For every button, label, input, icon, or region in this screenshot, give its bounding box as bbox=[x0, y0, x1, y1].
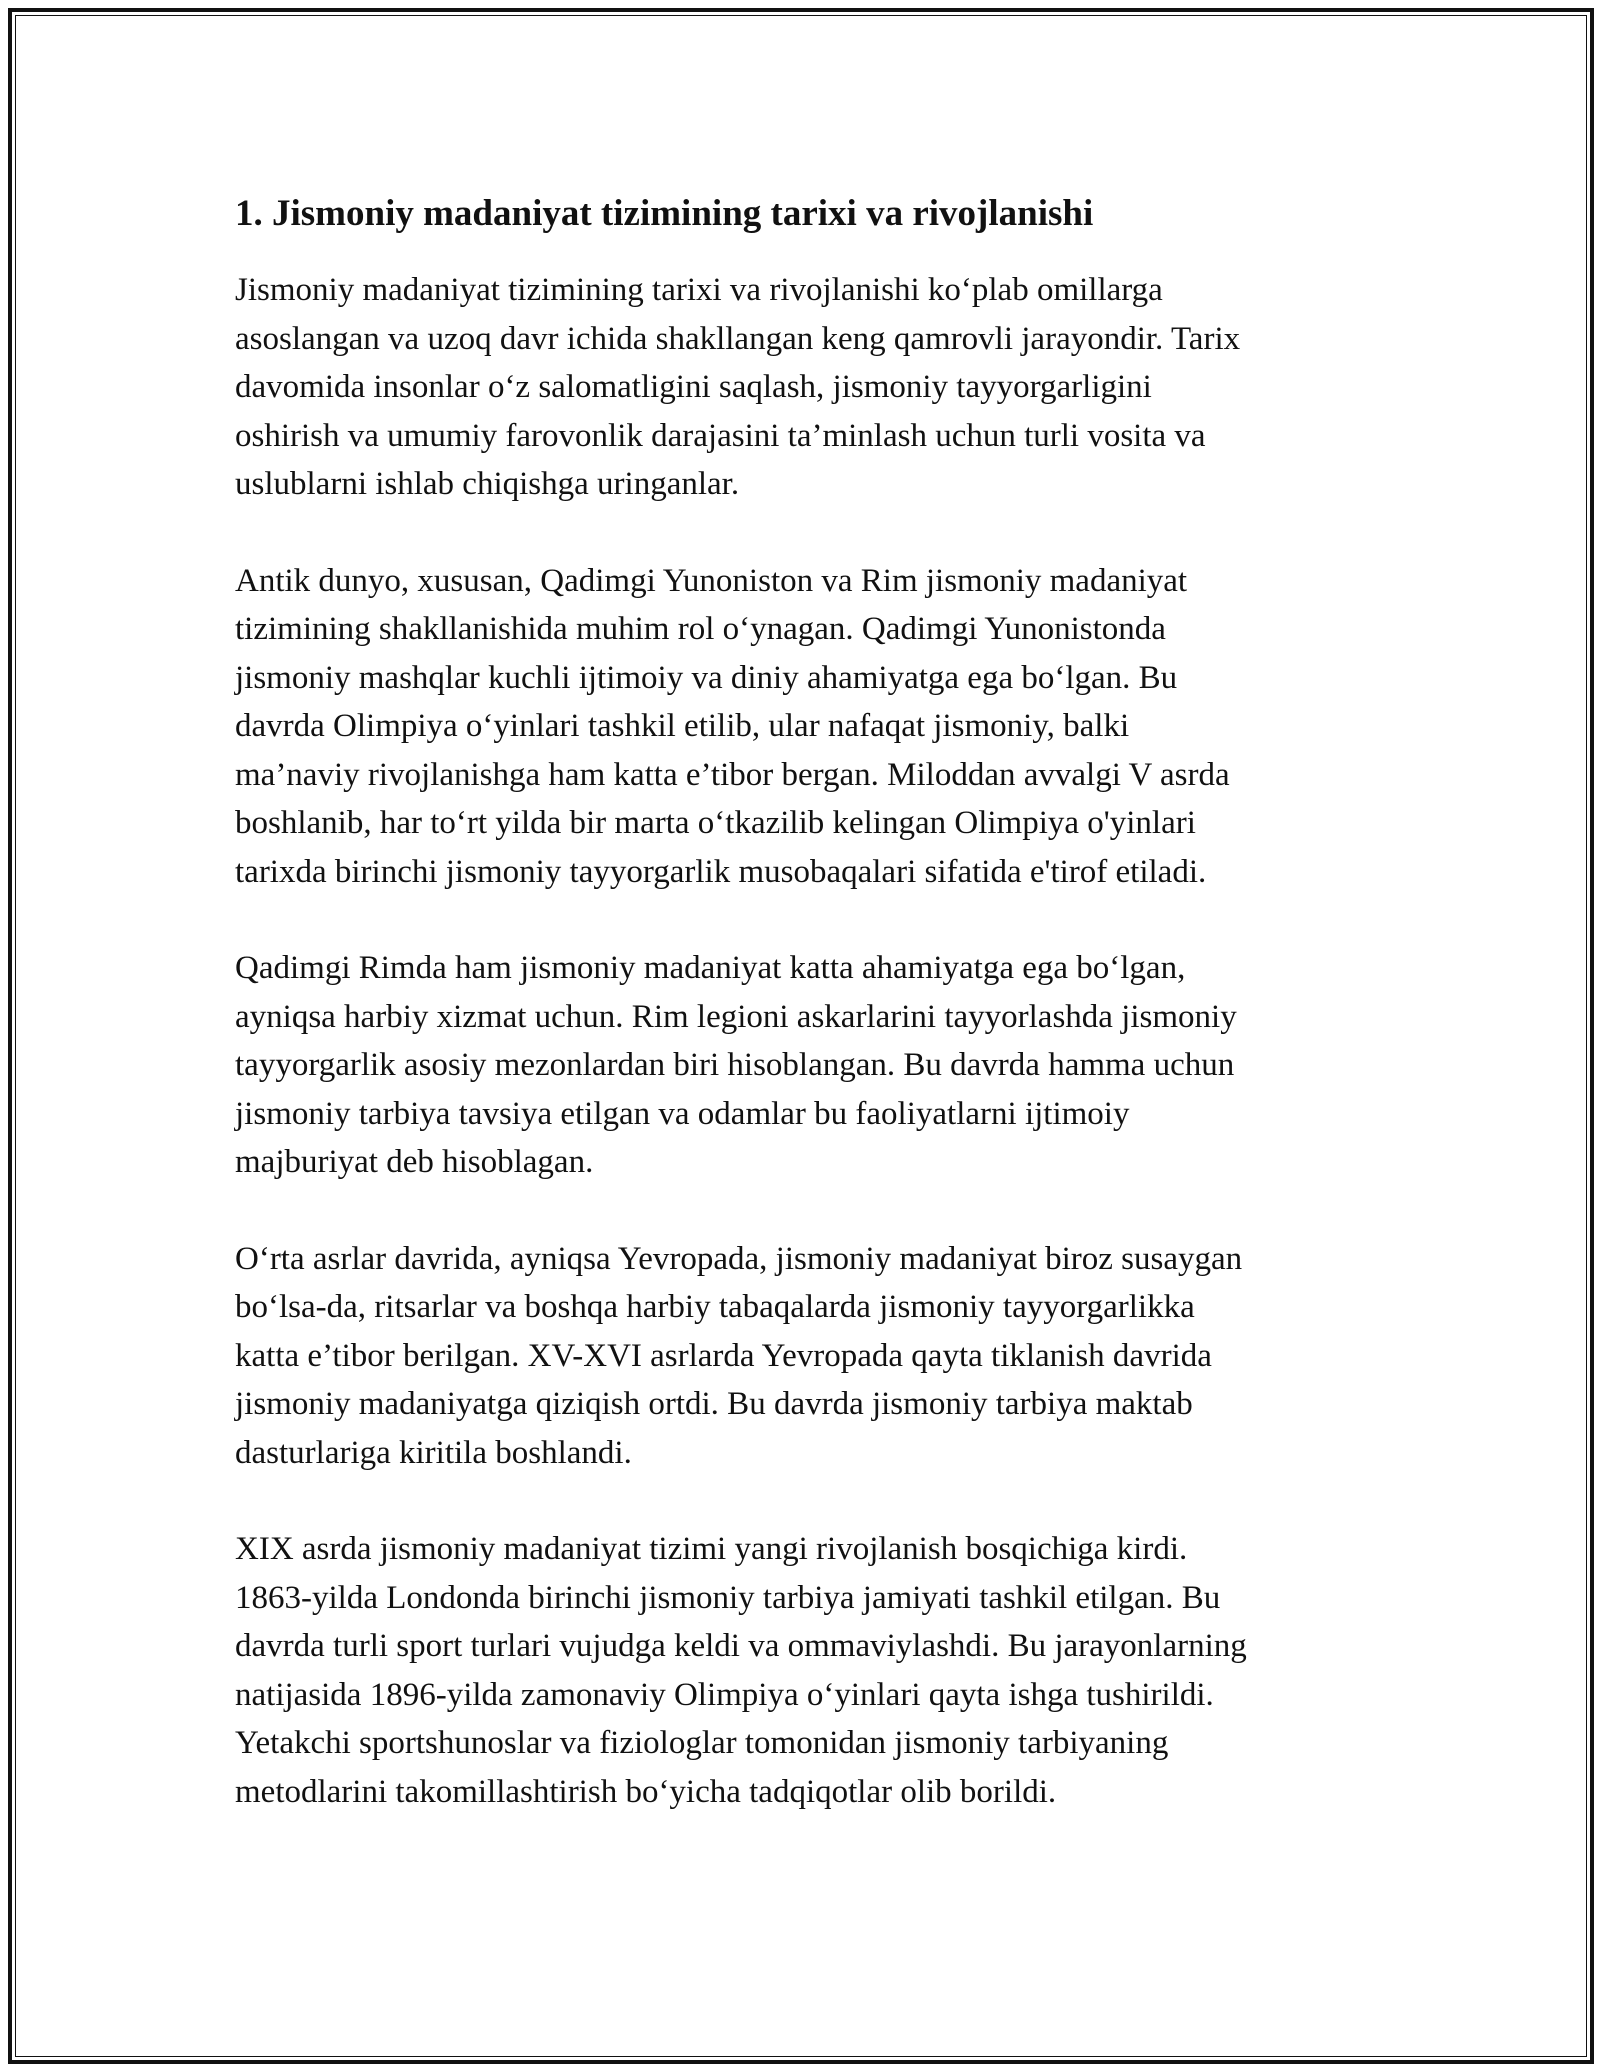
text-line: tarixda birinchi jismoniy tayyorgarlik musobaqalari sifatida e'tirof etiladi. bbox=[235, 853, 1207, 890]
text-line: davrda Olimpiya oʻyinlari tashkil etilib, ular nafaqat jismoniy, balki bbox=[235, 708, 1130, 744]
paragraph-antiquity bbox=[235, 557, 1385, 897]
text-line: Antik dunyo, xususan, Qadimgi Yunoniston va Rim jismoniy madaniyat bbox=[235, 562, 1188, 599]
text-line: XIX asrda jismoniy madaniyat tizimi yangi rivojlanish bosqichiga kirdi. bbox=[235, 1531, 1188, 1567]
text-line: Qadimgi Rimda ham jismoniy madaniyat katta ahamiyatga ega boʻlgan, bbox=[235, 950, 1186, 986]
paragraph-intro bbox=[235, 266, 1385, 509]
text-line: davrda turli sport turlari vujudga keldi va ommaviylashdi. Bu jarayonlarning bbox=[235, 1628, 1247, 1664]
text-line: Oʻrta asrlar davrida, ayniqsa Yevropada, jismoniy madaniyat biroz susaygan bbox=[235, 1240, 1243, 1277]
text-line: 1863-yilda Londonda birinchi jismoniy tarbiya jamiyati tashkil etilgan. Bu bbox=[235, 1579, 1221, 1616]
text-line: katta e’tibor berilgan. XV-XVI asrlarda Yevropada qayta tiklanish davrida bbox=[235, 1337, 1212, 1374]
text-line: dasturlariga kiritila boshlandi. bbox=[235, 1434, 632, 1471]
text-line: oshirish va umumiy farovonlik darajasini ta’minlash uchun turli vosita va bbox=[235, 417, 1206, 454]
text-line: metodlarini takomillashtirish boʻyicha tadqiqotlar olib borildi. bbox=[235, 1773, 1057, 1810]
text-line: davomida insonlar oʻz salomatligini saqlash, jismoniy tayyorgarligini bbox=[235, 369, 1152, 405]
paragraph-19th-century bbox=[235, 1525, 1385, 1816]
text-line: tizimining shakllanishida muhim rol oʻynagan. Qadimgi Yunonistonda bbox=[235, 611, 1166, 647]
text-line: ayniqsa harbiy xizmat uchun. Rim legioni askarlarini tayyorlashda jismoniy bbox=[235, 998, 1237, 1035]
text-line: uslublarni ishlab chiqishga uringanlar. bbox=[235, 466, 740, 502]
text-line: jismoniy mashqlar kuchli ijtimoiy va diniy ahamiyatga ega boʻlgan. Bu bbox=[235, 659, 1178, 696]
text-line: ma’naviy rivojlanishga ham katta e’tibor bergan. Miloddan avvalgi V asrda bbox=[235, 756, 1230, 793]
paragraph-rome bbox=[235, 944, 1385, 1187]
document-body bbox=[235, 190, 1385, 1864]
text-line: jismoniy tarbiya tavsiya etilgan va odamlar bu faoliyatlarni ijtimoiy bbox=[235, 1095, 1130, 1132]
text-line: Yetakchi sportshunoslar va fiziologlar tomonidan jismoniy tarbiyaning bbox=[235, 1725, 1169, 1761]
text-line: tayyorgarlik asosiy mezonlardan biri hisoblangan. Bu davrda hamma uchun bbox=[235, 1047, 1235, 1083]
text-line: asoslangan va uzoq davr ichida shakllangan keng qamrovli jarayondir. Tarix bbox=[235, 320, 1241, 357]
text-line: majburiyat deb hisoblagan. bbox=[235, 1144, 594, 1180]
text-line: natijasida 1896-yilda zamonaviy Olimpiya oʻyinlari qayta ishga tushirildi. bbox=[235, 1676, 1214, 1713]
text-line: boshlanib, har toʻrt yilda bir marta oʻtkazilib kelingan Olimpiya o'yinlari bbox=[235, 805, 1196, 841]
paragraph-middle-ages bbox=[235, 1235, 1385, 1478]
section-heading: 1. Jismoniy madaniyat tizimining tarixi va rivojlanishi bbox=[235, 193, 1094, 234]
text-line: jismoniy madaniyatga qiziqish ortdi. Bu davrda jismoniy tarbiya maktab bbox=[235, 1386, 1193, 1422]
text-line: Jismoniy madaniyat tizimining tarixi va rivojlanishi koʻplab omillarga bbox=[235, 272, 1163, 308]
text-line: boʻlsa-da, ritsarlar va boshqa harbiy tabaqalarda jismoniy tayyorgarlikka bbox=[235, 1289, 1195, 1325]
